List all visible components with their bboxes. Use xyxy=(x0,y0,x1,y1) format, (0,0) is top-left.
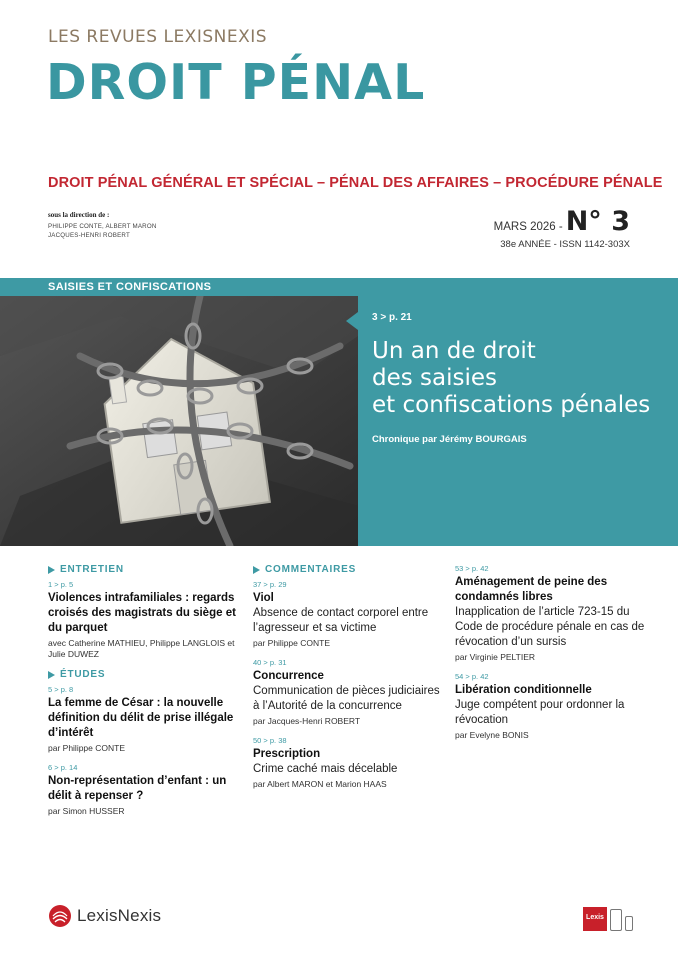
direction-label: sous la direction de : xyxy=(48,211,110,219)
toc-entry[interactable] xyxy=(48,580,238,660)
toc-entry[interactable] xyxy=(253,580,443,649)
cover-photo xyxy=(0,296,358,546)
director-line: JACQUES-HENRI ROBERT xyxy=(48,232,130,239)
chained-house-illustration xyxy=(0,296,358,546)
series-label: LES REVUES LEXISNEXIS xyxy=(48,27,268,47)
entry-author: par Virginie PELTIER xyxy=(455,652,535,662)
entry-title: Concurrence xyxy=(253,670,324,682)
entry-title: Viol xyxy=(253,592,274,604)
section-heading-etudes: ÉTUDES xyxy=(48,669,238,680)
publisher-logo xyxy=(48,904,161,928)
entry-ref: 40 > p. 31 xyxy=(253,658,287,667)
feature-title xyxy=(372,338,662,419)
toc-entry[interactable] xyxy=(48,685,238,754)
entry-author: avec Catherine MATHIEU, Philippe LANGLOIS et Julie DUWEZ xyxy=(48,638,235,659)
entry-ref: 53 > p. 42 xyxy=(455,564,489,573)
toc-entry[interactable] xyxy=(48,763,238,817)
book-icon: Lexis xyxy=(583,907,607,931)
entry-author: par Simon HUSSER xyxy=(48,806,125,816)
director-line: PHILIPPE CONTE, ALBERT MARON xyxy=(48,223,157,230)
feature-author: Chronique par Jérémy BOURGAIS xyxy=(372,434,527,445)
journal-title: DROIT PÉNAL xyxy=(46,54,426,111)
entry-author: par Philippe CONTE xyxy=(48,743,126,753)
entry-ref: 37 > p. 29 xyxy=(253,580,287,589)
entry-title: Aménagement de peine des condamnés libres xyxy=(455,576,608,603)
toc-entry[interactable] xyxy=(253,658,443,727)
triangle-bullet-icon xyxy=(253,566,260,574)
journal-subtitle: DROIT PÉNAL GÉNÉRAL ET SPÉCIAL – PÉNAL DES AFFAIRES – PROCÉDURE PÉNALE xyxy=(48,175,663,191)
direction-block xyxy=(48,211,157,240)
devices-badge xyxy=(583,907,633,931)
entry-author: par Philippe CONTE xyxy=(253,638,331,648)
entry-ref: 50 > p. 38 xyxy=(253,736,287,745)
triangle-bullet-icon xyxy=(48,566,55,574)
entry-title: Non-représentation d’enfant : un délit à repenser ? xyxy=(48,775,227,802)
entry-ref: 5 > p. 8 xyxy=(48,685,74,694)
tablet-icon xyxy=(610,909,622,931)
issue-meta: 38e ANNÉE - ISSN 1142-303X xyxy=(500,239,630,250)
feature-title-line: et confiscations pénales xyxy=(372,392,651,418)
entry-description: Absence de contact corporel entre l’agresseur et sa victime xyxy=(253,607,429,634)
entry-description: Communication de pièces judiciaires à l’Autorité de la concurrence xyxy=(253,685,440,712)
entry-title: La femme de César : la nouvelle définition du délit de prise illégale d’intérêt xyxy=(48,697,234,739)
feature-title-line: Un an de droit xyxy=(372,338,536,364)
lexisnexis-logo-icon xyxy=(48,904,72,928)
issue-info xyxy=(494,206,630,250)
publisher-name: LexisNexis xyxy=(77,906,162,925)
entry-title: Prescription xyxy=(253,748,321,760)
feature-ref: 3 > p. 21 xyxy=(372,312,412,323)
section-heading-entretien: ENTRETIEN xyxy=(48,564,238,575)
toc-entry[interactable] xyxy=(253,736,443,790)
entry-ref: 1 > p. 5 xyxy=(48,580,74,589)
column-3 xyxy=(455,564,650,750)
feature-rubric xyxy=(0,278,678,296)
entry-author: par Evelyne BONIS xyxy=(455,730,529,740)
entry-author: par Jacques-Henri ROBERT xyxy=(253,716,361,726)
toc-entry[interactable] xyxy=(455,672,650,741)
rubric-label: SAISIES ET CONFISCATIONS xyxy=(48,281,212,293)
column-1 xyxy=(48,564,238,826)
section-heading-commentaires: COMMENTAIRES xyxy=(253,564,443,575)
entry-description: Juge compétent pour ordonner la révocation xyxy=(455,699,625,726)
feature-title-line: des saisies xyxy=(372,365,498,391)
issue-number: N° 3 xyxy=(565,206,630,237)
issue-date: MARS 2026 - xyxy=(493,221,563,233)
entry-description: Inapplication de l’article 723-15 du Code de procédure pénale en cas de révocation d’un sursis xyxy=(455,606,645,648)
entry-description: Crime caché mais décelable xyxy=(253,763,398,775)
column-2 xyxy=(253,564,443,799)
entry-title: Violences intrafamiliales : regards croisés des magistrats du siège et du parquet xyxy=(48,592,236,634)
phone-icon xyxy=(625,916,633,931)
entry-ref: 6 > p. 14 xyxy=(48,763,78,772)
photo-notch xyxy=(346,312,358,330)
toc-entry[interactable] xyxy=(455,564,650,663)
entry-author: par Albert MARON et Marion HAAS xyxy=(253,779,387,789)
entry-title: Libération conditionnelle xyxy=(455,684,592,696)
entry-ref: 54 > p. 42 xyxy=(455,672,489,681)
triangle-bullet-icon xyxy=(48,671,55,679)
